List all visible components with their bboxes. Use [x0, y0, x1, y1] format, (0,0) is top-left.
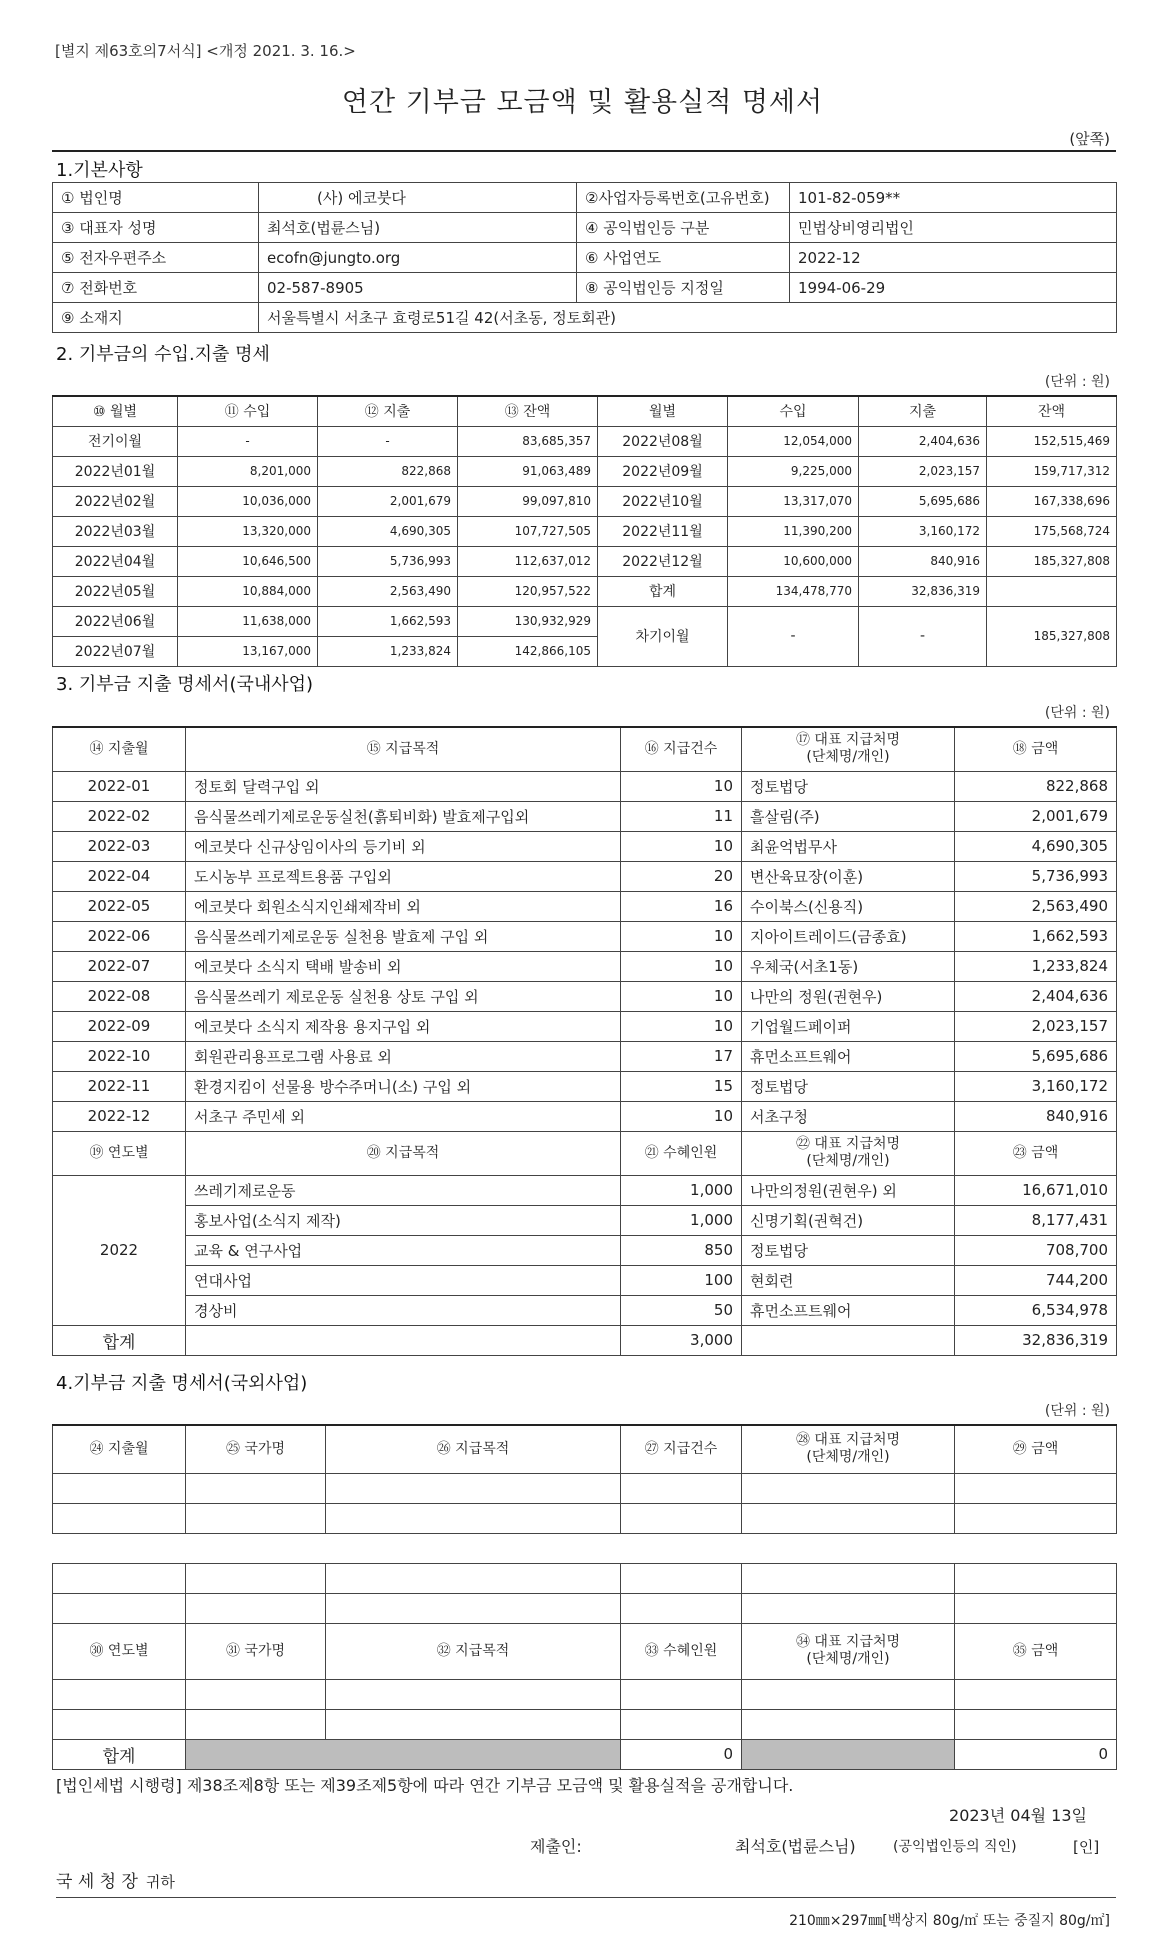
- table-row: [53, 1533, 1117, 1563]
- expense-cell: 2,001,679: [318, 486, 458, 516]
- month-cell: 2022-10: [53, 1041, 186, 1071]
- header-line: (단체명/개인): [806, 749, 890, 766]
- purpose-cell: 음식물쓰레기제로운동실천(흙퇴비화) 발효제구입외: [186, 801, 621, 831]
- empty-cell: [186, 1325, 621, 1355]
- expense-cell: 840,916: [859, 546, 987, 576]
- amount-cell: 822,868: [955, 771, 1117, 801]
- month-cell: 2022년12월: [598, 546, 728, 576]
- month-cell: 2022-04: [53, 861, 186, 891]
- purpose-cell: 도시농부 프로젝트용품 구입외: [186, 861, 621, 891]
- amount-cell: 2,563,490: [955, 891, 1117, 921]
- basic-value: 2022-12: [790, 243, 1117, 273]
- header-line: ㉒ 대표 지급처명: [795, 1136, 901, 1152]
- form-note: [별지 제63호의7서식] <개정 2021. 3. 16.>: [55, 42, 356, 60]
- amount-cell: 1,662,593: [955, 921, 1117, 951]
- purpose-cell: 환경지킴이 선물용 방수주머니(소) 구입 외: [186, 1071, 621, 1101]
- amount-cell: 3,160,172: [955, 1071, 1117, 1101]
- table-row: [53, 1503, 1117, 1533]
- col-header: ⑫ 지출: [318, 396, 458, 426]
- basic-label: ⑨ 소재지: [53, 303, 259, 333]
- income-cell: 10,036,000: [178, 486, 318, 516]
- table-row: [53, 1295, 1117, 1325]
- balance-cell: 130,932,929: [458, 606, 598, 636]
- basic-row: [53, 243, 1117, 273]
- col-header: 잔액: [987, 396, 1117, 426]
- table-row: [53, 921, 1117, 951]
- amount-cell: 840,916: [955, 1101, 1117, 1131]
- col-header: [742, 1425, 955, 1473]
- col-header: ⑱ 금액: [955, 727, 1117, 771]
- basic-value: 1994-06-29: [790, 273, 1117, 303]
- table-row: [53, 426, 1117, 456]
- basic-value: 02-587-8905: [259, 273, 577, 303]
- month-cell: 2022-05: [53, 891, 186, 921]
- col-header: 월별: [598, 396, 728, 426]
- month-cell: 2022-12: [53, 1101, 186, 1131]
- income-cell: 11,390,200: [728, 516, 859, 546]
- col-header: ㉟ 금액: [955, 1623, 1117, 1679]
- table-row: [53, 891, 1117, 921]
- col-header: ⑲ 연도별: [53, 1131, 186, 1175]
- seal-note: (공익법인등의 직인): [893, 1839, 1017, 1855]
- count-cell: 15: [621, 1071, 742, 1101]
- balance-cell: 83,685,357: [458, 426, 598, 456]
- total-income: 134,478,770: [728, 576, 859, 606]
- recipient-cell: 정토법당: [742, 1235, 955, 1265]
- table-row: [53, 576, 1117, 606]
- count-cell: 10: [621, 921, 742, 951]
- expense-cell: 5,695,686: [859, 486, 987, 516]
- table-row: [53, 546, 1117, 576]
- month-cell: 2022-02: [53, 801, 186, 831]
- table-row: [53, 1709, 1117, 1739]
- month-cell: 2022-08: [53, 981, 186, 1011]
- section2-unit: (단위 : 원): [1044, 374, 1110, 390]
- recipient-cell: 최윤억법무사: [742, 831, 955, 861]
- purpose-cell: 교육 & 연구사업: [186, 1235, 621, 1265]
- foreign-expense-table: [52, 1424, 1117, 1770]
- total-label: 합계: [53, 1325, 186, 1355]
- total-amount: 0: [955, 1739, 1117, 1769]
- col-header: ㉝ 수혜인원: [621, 1623, 742, 1679]
- expense-cell: 2,563,490: [318, 576, 458, 606]
- table-row: [53, 1235, 1117, 1265]
- income-cell: -: [178, 426, 318, 456]
- table-row: [53, 831, 1117, 861]
- col-header: ⑪ 수입: [178, 396, 318, 426]
- carry-balance: 185,327,808: [987, 606, 1117, 666]
- balance-cell: 159,717,312: [987, 456, 1117, 486]
- amount-cell: 5,695,686: [955, 1041, 1117, 1071]
- col-header: ㉜ 지급목적: [326, 1623, 621, 1679]
- basic-value: 최석호(법륜스님): [259, 213, 577, 243]
- count-cell: 16: [621, 891, 742, 921]
- income-expense-table: [52, 395, 1117, 667]
- submitter-label: 제출인:: [530, 1837, 582, 1856]
- total-label: 합계: [598, 576, 728, 606]
- total-count: 3,000: [621, 1325, 742, 1355]
- balance-cell: 167,338,696: [987, 486, 1117, 516]
- balance-cell: 142,866,105: [458, 636, 598, 666]
- purpose-cell: 쓰레기제로운동: [186, 1175, 621, 1205]
- purpose-cell: 에코붓다 소식지 택배 발송비 외: [186, 951, 621, 981]
- domestic-header-row: [53, 727, 1117, 771]
- domestic-header-row-2: [53, 1131, 1117, 1175]
- income-cell: 9,225,000: [728, 456, 859, 486]
- header-line: (단체명/개인): [806, 1651, 890, 1667]
- month-cell: 2022년04월: [53, 546, 178, 576]
- count-cell: 10: [621, 1011, 742, 1041]
- submission-date: 2023년 04월 13일: [949, 1806, 1087, 1825]
- col-header: 수입: [728, 396, 859, 426]
- month-cell: 2022년05월: [53, 576, 178, 606]
- purpose-cell: 에코붓다 회원소식지인쇄제작비 외: [186, 891, 621, 921]
- purpose-cell: 에코붓다 신규상임이사의 등기비 외: [186, 831, 621, 861]
- foreign-header-row: [53, 1425, 1117, 1473]
- balance-cell: 107,727,505: [458, 516, 598, 546]
- header-line: ㉘ 대표 지급처명: [795, 1432, 901, 1449]
- amount-cell: 2,023,157: [955, 1011, 1117, 1041]
- income-cell: 10,600,000: [728, 546, 859, 576]
- carry-label: 차기이월: [598, 606, 728, 666]
- amount-cell: 16,671,010: [955, 1175, 1117, 1205]
- carry-income: -: [728, 606, 859, 666]
- paper-spec: 210㎜×297㎜[백상지 80g/㎡ 또는 중질지 80g/㎡]: [789, 1913, 1110, 1929]
- col-header: 지출: [859, 396, 987, 426]
- basic-info-table: [52, 182, 1117, 333]
- count-cell: 10: [621, 771, 742, 801]
- recipient-cell: 우체국(서초1동): [742, 951, 955, 981]
- total-label: 합계: [53, 1739, 186, 1769]
- section3-title: 3. 기부금 지출 명세서(국내사업): [56, 674, 314, 695]
- table-row: [53, 516, 1117, 546]
- month-cell: 2022-07: [53, 951, 186, 981]
- col-header: [742, 727, 955, 771]
- section1-title: 1.기본사항: [56, 160, 143, 181]
- col-header: ㉑ 수혜인원: [621, 1131, 742, 1175]
- month-cell: 2022년01월: [53, 456, 178, 486]
- section3-unit: (단위 : 원): [1044, 705, 1110, 721]
- col-header: [742, 1623, 955, 1679]
- submitter-name: 최석호(법륜스님): [735, 1837, 856, 1856]
- basic-value: 101-82-059**: [790, 183, 1117, 213]
- col-header: ㉔ 지출월: [53, 1425, 186, 1473]
- total-expense: 32,836,319: [859, 576, 987, 606]
- expense-cell: 5,736,993: [318, 546, 458, 576]
- table-row: [53, 1563, 1117, 1593]
- basic-label: ③ 대표자 성명: [53, 213, 259, 243]
- table-row: [53, 1679, 1117, 1709]
- table-row: [53, 1265, 1117, 1295]
- month-cell: 2022년09월: [598, 456, 728, 486]
- amount-cell: 5,736,993: [955, 861, 1117, 891]
- table-row: [53, 801, 1117, 831]
- table-row: [53, 771, 1117, 801]
- recipient-cell: 휴먼소프트웨어: [742, 1295, 955, 1325]
- col-header: ⑭ 지출월: [53, 727, 186, 771]
- recipient-cell: 나만의 정원(권현우): [742, 981, 955, 1011]
- expense-cell: 4,690,305: [318, 516, 458, 546]
- expense-cell: 822,868: [318, 456, 458, 486]
- header-line: ⑰ 대표 지급처명: [795, 732, 901, 749]
- amount-cell: 708,700: [955, 1235, 1117, 1265]
- amount-cell: 2,001,679: [955, 801, 1117, 831]
- recipient-cell: 휴먼소프트웨어: [742, 1041, 955, 1071]
- month-cell: 2022-03: [53, 831, 186, 861]
- count-cell: 11: [621, 801, 742, 831]
- amount-cell: 8,177,431: [955, 1205, 1117, 1235]
- count-cell: 20: [621, 861, 742, 891]
- purpose-cell: 연대사업: [186, 1265, 621, 1295]
- basic-row: [53, 273, 1117, 303]
- income-cell: 10,646,500: [178, 546, 318, 576]
- table-row: [53, 1041, 1117, 1071]
- month-cell: 2022년06월: [53, 606, 178, 636]
- beneficiary-cell: 1,000: [621, 1205, 742, 1235]
- total-amount: 32,836,319: [955, 1325, 1117, 1355]
- recipient-cell: 흘살림(주): [742, 801, 955, 831]
- amount-cell: 744,200: [955, 1265, 1117, 1295]
- beneficiary-cell: 100: [621, 1265, 742, 1295]
- col-header: ㉕ 국가명: [186, 1425, 326, 1473]
- seal-mark: [인]: [1073, 1838, 1100, 1856]
- header-line: (단체명/개인): [806, 1449, 890, 1466]
- recipient-cell: 정토법당: [742, 771, 955, 801]
- disclosure-statement: [법인세법 시행령] 제38조제8항 또는 제39조제5항에 따라 연간 기부금 모금액 및 활용실적을 공개합니다.: [56, 1776, 794, 1795]
- income-cell: 13,320,000: [178, 516, 318, 546]
- month-cell: 2022-09: [53, 1011, 186, 1041]
- basic-label: ②사업자등록번호(고유번호): [577, 183, 790, 213]
- expense-cell: 2,023,157: [859, 456, 987, 486]
- purpose-cell: 에코붓다 소식지 제작용 용지구입 외: [186, 1011, 621, 1041]
- beneficiary-cell: 1,000: [621, 1175, 742, 1205]
- domestic-expense-table: [52, 726, 1117, 1356]
- table-row: [53, 1593, 1117, 1623]
- purpose-cell: 음식물쓰레기제로운동 실천용 발효제 구입 외: [186, 921, 621, 951]
- section2-title: 2. 기부금의 수입.지출 명세: [56, 344, 270, 365]
- month-cell: 2022년02월: [53, 486, 178, 516]
- expense-cell: 1,662,593: [318, 606, 458, 636]
- total-balance: [987, 576, 1117, 606]
- month-cell: 2022-06: [53, 921, 186, 951]
- section4-unit: (단위 : 원): [1044, 1403, 1110, 1419]
- address-value: 서울특별시 서초구 효령로51길 42(서초동, 정토회관): [259, 303, 1117, 333]
- balance-cell: 120,957,522: [458, 576, 598, 606]
- col-header: ⑮ 지급목적: [186, 727, 621, 771]
- purpose-cell: 서초구 주민세 외: [186, 1101, 621, 1131]
- expense-cell: 2,404,636: [859, 426, 987, 456]
- table-row: [53, 456, 1117, 486]
- table-row: [53, 1473, 1117, 1503]
- basic-row: [53, 213, 1117, 243]
- recipient-cell: 변산육묘장(이훈): [742, 861, 955, 891]
- total-row: [53, 1739, 1117, 1769]
- recipient-cell: 현회련: [742, 1265, 955, 1295]
- month-cell: 2022년03월: [53, 516, 178, 546]
- basic-row: [53, 303, 1117, 333]
- month-cell: 2022년11월: [598, 516, 728, 546]
- basic-value: (사) 에코붓다: [259, 183, 577, 213]
- col-header: ㉗ 지급건수: [621, 1425, 742, 1473]
- basic-label: ⑤ 전자우편주소: [53, 243, 259, 273]
- recipient-cell: 정토법당: [742, 1071, 955, 1101]
- table-row: [53, 1175, 1117, 1205]
- balance-cell: 175,568,724: [987, 516, 1117, 546]
- table-row: [53, 1011, 1117, 1041]
- col-header: ⑯ 지급건수: [621, 727, 742, 771]
- page-side-label: (앞쪽): [1069, 130, 1110, 148]
- col-header: ㉖ 지급목적: [326, 1425, 621, 1473]
- balance-cell: 112,637,012: [458, 546, 598, 576]
- month-cell: 2022-11: [53, 1071, 186, 1101]
- basic-value: 민법상비영리법인: [790, 213, 1117, 243]
- month-cell: 전기이월: [53, 426, 178, 456]
- amount-cell: 4,690,305: [955, 831, 1117, 861]
- income-cell: 13,167,000: [178, 636, 318, 666]
- recipient-cell: 수이북스(신용직): [742, 891, 955, 921]
- income-cell: 12,054,000: [728, 426, 859, 456]
- recipient-cell: 서초구청: [742, 1101, 955, 1131]
- income-cell: 13,317,070: [728, 486, 859, 516]
- section4-title: 4.기부금 지출 명세서(국외사업): [56, 1373, 308, 1394]
- col-header: ㉚ 연도별: [53, 1623, 186, 1679]
- count-cell: 10: [621, 981, 742, 1011]
- table-row: [53, 486, 1117, 516]
- purpose-cell: 회원관리용프로그램 사용료 외: [186, 1041, 621, 1071]
- count-cell: 10: [621, 1101, 742, 1131]
- purpose-cell: 정토회 달력구입 외: [186, 771, 621, 801]
- income-cell: 8,201,000: [178, 456, 318, 486]
- col-header: ㉙ 금액: [955, 1425, 1117, 1473]
- balance-cell: 152,515,469: [987, 426, 1117, 456]
- table-row: [53, 1071, 1117, 1101]
- honorific: 귀하: [145, 1873, 175, 1891]
- section1-top-rule: [52, 150, 1116, 152]
- count-cell: 10: [621, 831, 742, 861]
- amount-cell: 6,534,978: [955, 1295, 1117, 1325]
- col-header: ⑳ 지급목적: [186, 1131, 621, 1175]
- month-cell: 2022-01: [53, 771, 186, 801]
- beneficiary-cell: 50: [621, 1295, 742, 1325]
- col-header: ⑩ 월별: [53, 396, 178, 426]
- balance-cell: 185,327,808: [987, 546, 1117, 576]
- balance-cell: 91,063,489: [458, 456, 598, 486]
- expense-cell: -: [318, 426, 458, 456]
- month-cell: 2022년10월: [598, 486, 728, 516]
- purpose-cell: 홍보사업(소식지 제작): [186, 1205, 621, 1235]
- basic-label: ① 법인명: [53, 183, 259, 213]
- basic-label: ⑥ 사업연도: [577, 243, 790, 273]
- header-line: (단체명/개인): [806, 1153, 890, 1169]
- table-row: [53, 1101, 1117, 1131]
- beneficiary-cell: 850: [621, 1235, 742, 1265]
- purpose-cell: 경상비: [186, 1295, 621, 1325]
- total-row: [53, 1325, 1117, 1355]
- year-cell: 2022: [53, 1175, 186, 1325]
- basic-label: ⑧ 공익법인등 지정일: [577, 273, 790, 303]
- addressee-name: 국 세 청 장: [56, 1872, 138, 1892]
- col-header: [742, 1131, 955, 1175]
- carry-expense: -: [859, 606, 987, 666]
- income-cell: 10,884,000: [178, 576, 318, 606]
- month-cell: 2022년07월: [53, 636, 178, 666]
- recipient-cell: 지아이트레이드(금종효): [742, 921, 955, 951]
- amount-cell: 2,404,636: [955, 981, 1117, 1011]
- income-header-row: [53, 396, 1117, 426]
- table-row: [53, 861, 1117, 891]
- total-count: 0: [621, 1739, 742, 1769]
- table-row: [53, 951, 1117, 981]
- empty-cell: [742, 1325, 955, 1355]
- purpose-cell: 음식물쓰레기 제로운동 실천용 상토 구입 외: [186, 981, 621, 1011]
- balance-cell: 99,097,810: [458, 486, 598, 516]
- basic-label: ⑦ 전화번호: [53, 273, 259, 303]
- table-row: [53, 981, 1117, 1011]
- col-header: ⑬ 잔액: [458, 396, 598, 426]
- document-title: 연간 기부금 모금액 및 활용실적 명세서: [341, 87, 824, 118]
- count-cell: 10: [621, 951, 742, 981]
- header-line: ㉞ 대표 지급처명: [795, 1634, 901, 1650]
- recipient-cell: 신명기획(권혁건): [742, 1205, 955, 1235]
- basic-value: ecofn@jungto.org: [259, 243, 577, 273]
- month-cell: 2022년08월: [598, 426, 728, 456]
- shaded-cell: [186, 1739, 621, 1769]
- col-header: ㉓ 금액: [955, 1131, 1117, 1175]
- foreign-header-row-2: [53, 1623, 1117, 1679]
- basic-label: ④ 공익법인등 구분: [577, 213, 790, 243]
- basic-row: [53, 183, 1117, 213]
- footer-divider: [56, 1897, 1116, 1898]
- table-row: [53, 606, 1117, 636]
- table-row: [53, 1205, 1117, 1235]
- income-cell: 11,638,000: [178, 606, 318, 636]
- recipient-cell: 나만의정원(권현우) 외: [742, 1175, 955, 1205]
- shaded-cell: [742, 1739, 955, 1769]
- recipient-cell: 기업월드페이퍼: [742, 1011, 955, 1041]
- expense-cell: 1,233,824: [318, 636, 458, 666]
- addressee: [56, 1867, 175, 1892]
- count-cell: 17: [621, 1041, 742, 1071]
- amount-cell: 1,233,824: [955, 951, 1117, 981]
- col-header: ㉛ 국가명: [186, 1623, 326, 1679]
- expense-cell: 3,160,172: [859, 516, 987, 546]
